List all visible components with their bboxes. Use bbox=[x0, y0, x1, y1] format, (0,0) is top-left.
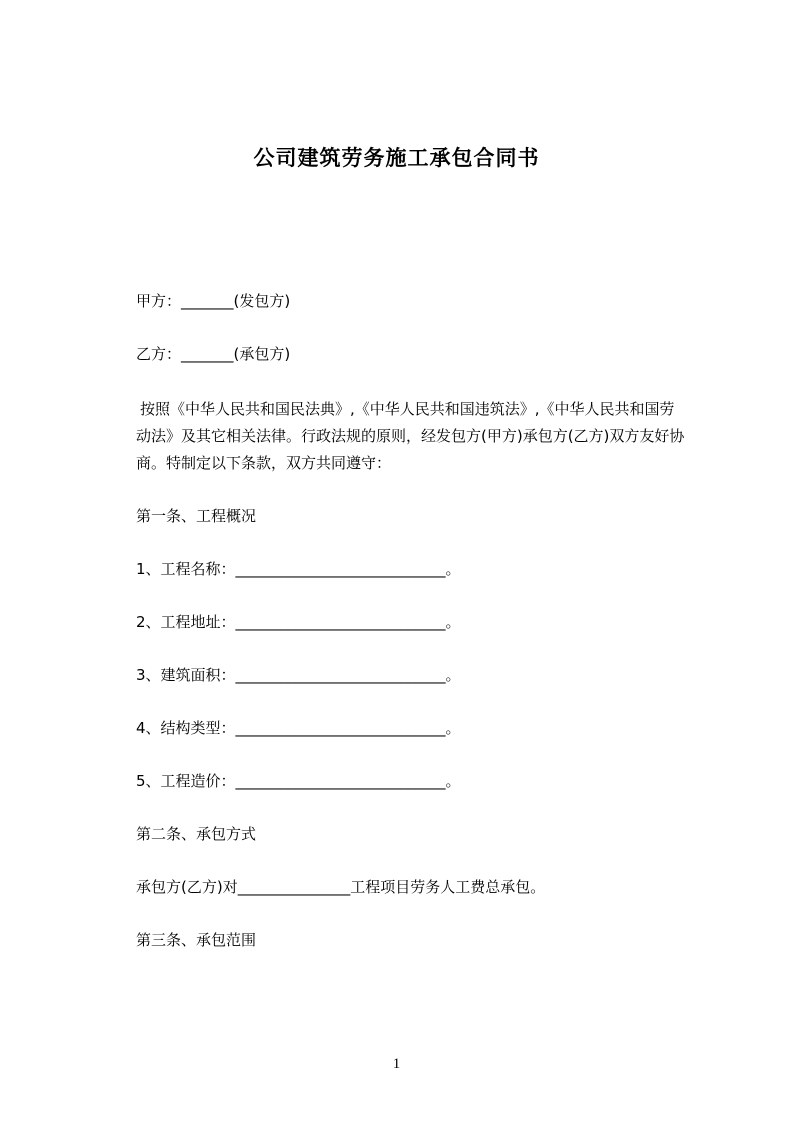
article-1-item-address: 2、工程地址：____________________________。 bbox=[136, 613, 461, 631]
article-1-item-name: 1、工程名称：____________________________。 bbox=[136, 560, 461, 578]
article-3-heading: 第三条、承包范围 bbox=[136, 931, 257, 949]
intro-line-1: 按照《中华人民共和国民法典》,《中华人民共和国违筑法》,《中华人民共和国劳 bbox=[140, 400, 675, 418]
party-a-line: 甲方：_______(发包方) bbox=[136, 292, 291, 310]
intro-paragraph bbox=[136, 396, 685, 477]
article-1-item-cost: 5、工程造价：____________________________。 bbox=[136, 772, 461, 790]
party-b-line: 乙方：_______(承包方) bbox=[136, 345, 291, 363]
article-1-item-structure: 4、结构类型：____________________________。 bbox=[136, 719, 461, 737]
document-title: 公司建筑劳务施工承包合同书 bbox=[253, 146, 540, 170]
intro-line-3: 商。特制定以下条款，双方共同遵守： bbox=[136, 454, 392, 472]
intro-line-2: 动法》及其它相关法律。行政法规的原则，经发包方(甲方)承包方(乙方)双方友好协 bbox=[136, 427, 685, 445]
page-number: 1 bbox=[392, 1056, 401, 1072]
article-2-body: 承包方(乙方)对_______________工程项目劳务人工费总承包。 bbox=[136, 878, 546, 896]
article-1-item-area: 3、建筑面积：____________________________。 bbox=[136, 666, 461, 684]
article-1-heading: 第一条、工程概况 bbox=[136, 507, 257, 525]
article-2-heading: 第二条、承包方式 bbox=[136, 825, 257, 843]
